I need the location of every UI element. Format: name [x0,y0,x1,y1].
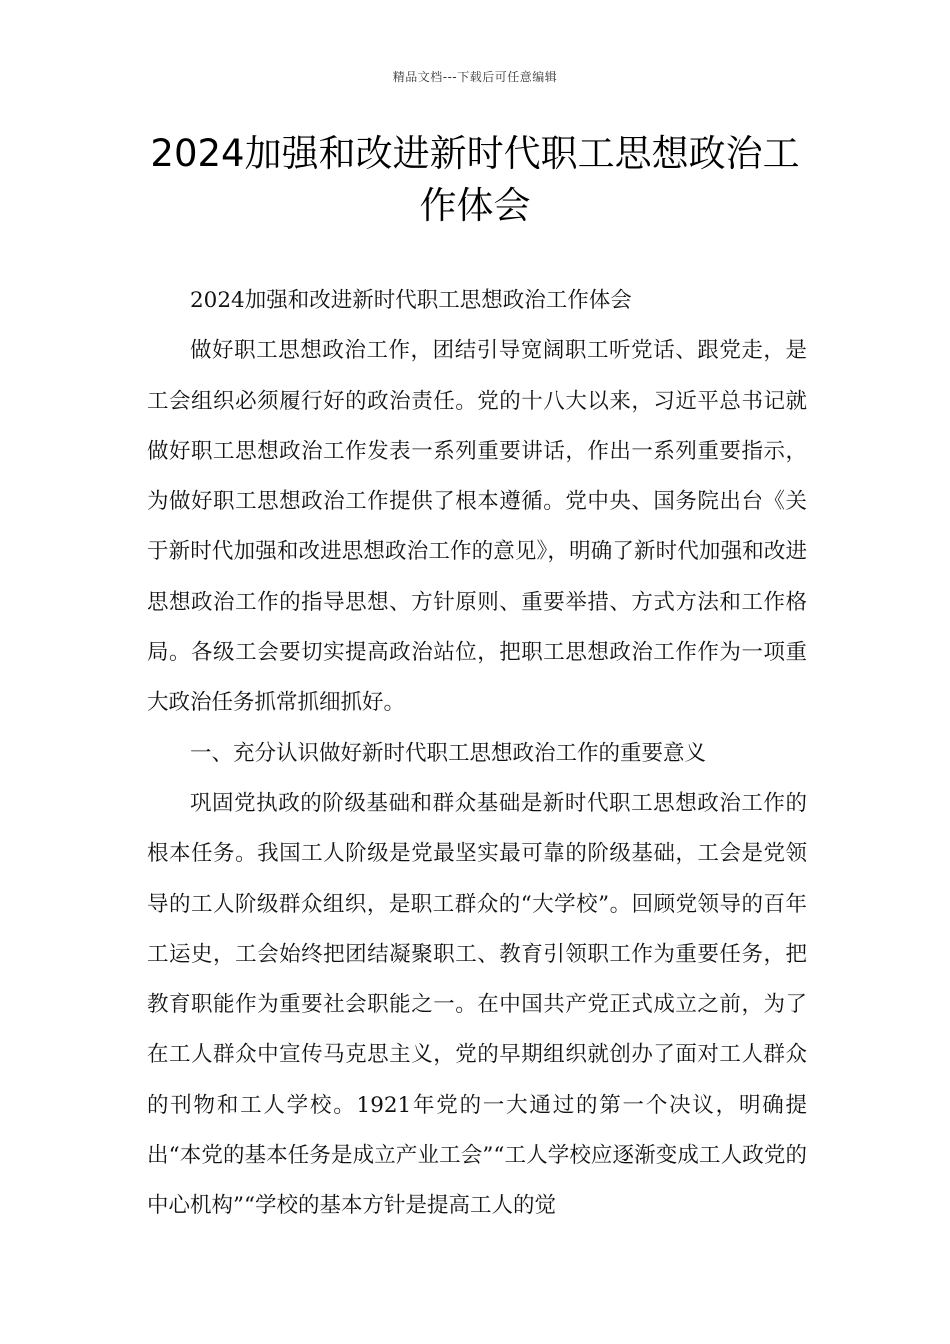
header-note: 精品文档---下载后可任意编辑 [392,70,558,84]
paragraph-intro: 做好职工思想政治工作，团结引导宽阔职工听党话、跟党走，是工会组织必须履行好的政治责任。党的十八大以来，习近平总书记就做好职工思想政治工作发表一系列重要讲话，作出一系列重要指示，为做好职工思想政治工作提供了根本遵循。党中央、国务院出台《关于新时代加强和改进思想政治工作的意见》，明确了新时代加强和改进思想政治工作的指导思想、方针原则、重要举措、方式方法和工作格局。各级工会要切实提高政治站位，把职工思想政治工作作为一项重大政治任务抓常抓细抓好。 [147,338,807,716]
document-body [147,276,807,1232]
document-title: 2024加强和改进新时代职工思想政治工作体会 [150,132,800,227]
section-heading: 一、充分认识做好新时代职工思想政治工作的重要意义 [190,740,707,766]
paragraph-subtitle: 2024加强和改进新时代职工思想政治工作体会 [190,288,632,313]
paragraph-section-1: 巩固党执政的阶级基础和群众基础是新时代职工思想政治工作的根本任务。我国工人阶级是党最坚实最可靠的阶级基础，工会是党领导的工人阶级群众组织，是职工群众的“大学校”。回顾党领导的百年工运史，工会始终把团结凝聚职工、教育引领职工作为重要任务，把教育职能作为重要社会职能之一。在中国共产党正式成立之前，为了在工人群众中宣传马克思主义，党的早期组织就创办了面对工人群众的刊物和工人学校。1921年党的一大通过的第一个决议，明确提出“本党的基本任务是成立产业工会”“工人学校应逐渐变成工人政党的中心机构”“学校的基本方针是提高工人的觉 [147,790,807,1219]
